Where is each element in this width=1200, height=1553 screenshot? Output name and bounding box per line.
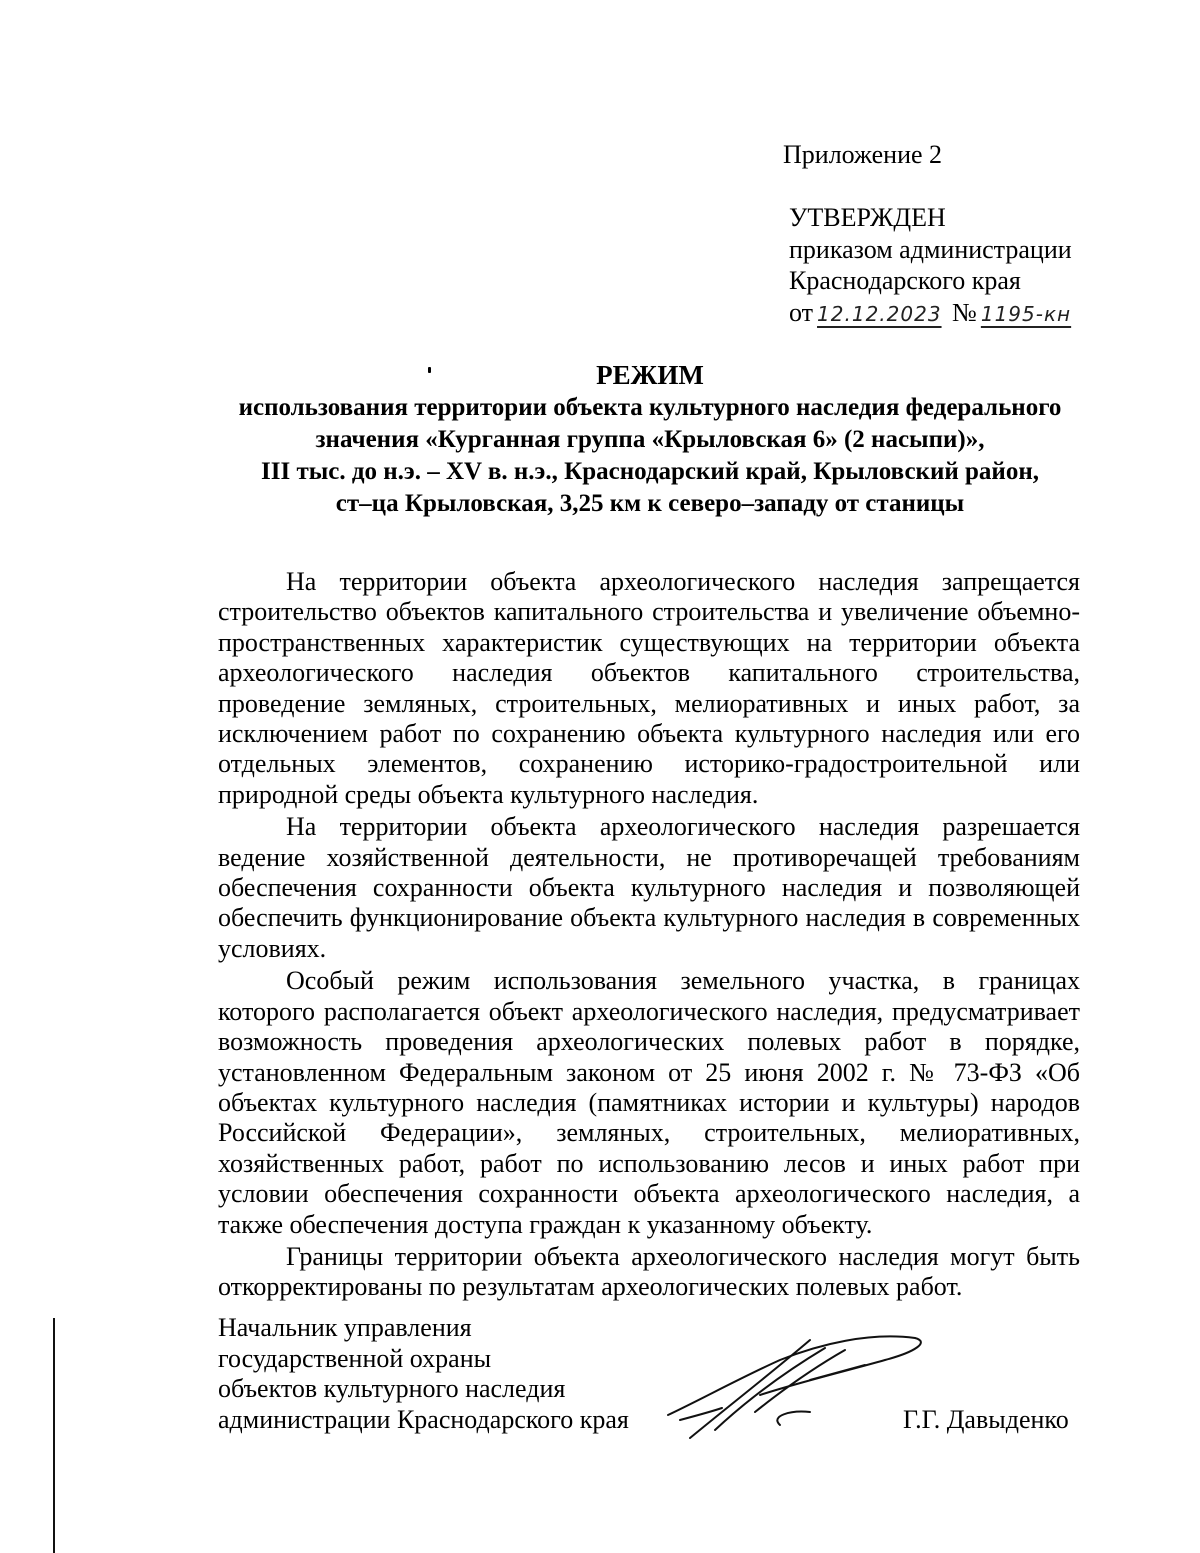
approved-label: УТВЕРЖДЕН (789, 203, 946, 232)
signer-line-1: Начальник управления (218, 1313, 472, 1342)
handwritten-signature (660, 1320, 930, 1445)
signer-line-3: объектов культурного наследия (218, 1374, 566, 1403)
signer-name: Г.Г. Давыденко (903, 1405, 1069, 1434)
title-line-2: значения «Курганная группа «Крыловская 6» (2 насыпи)», (315, 426, 985, 453)
scan-edge-line (53, 1318, 55, 1553)
approved-line-1: приказом администрации (789, 234, 1072, 264)
paragraph: Особый режим использования земельного участка, в границах которого располагается объект археологического наследия, предусматривает возможность проведения археологических полевых работ в порядке, установленном Федеральным законом от 25 июня 2002 г. № 73-ФЗ «Об объектах культурного наследия (памятниках истории и культуры) народов Российской Федерации», земляных, строительных, мелиоративных, хозяйственных работ, работ по использованию лесов и иных работ при условии обеспечения сохранности объекта археологического наследия, а также обеспечения доступа граждан к указанному объекту. (218, 966, 1080, 1239)
handwritten-number: 1195-кн (980, 301, 1072, 326)
date-prefix: от (789, 297, 814, 327)
number-prefix: № (952, 297, 977, 327)
signer-line-2: государственной охраны (218, 1343, 492, 1373)
document-body (218, 567, 1080, 1305)
paragraph: На территории объекта археологического наследия разрешается ведение хозяйственной деятельности, не противоречащей требованиям обеспечения сохранности объекта культурного наследия и позволяющей обеспечить функционирование объекта культурного наследия в современных условиях. (218, 812, 1080, 963)
handwritten-date: 12.12.2023 (817, 301, 942, 326)
approval-block (789, 202, 1075, 330)
document-title (150, 358, 1150, 520)
title-line-4: ст–ца Крыловская, 3,25 км к северо–западу от станицы (335, 490, 965, 517)
title-main: РЕЖИМ (596, 360, 704, 390)
title-line-1: использования территории объекта культурного наследия федерального (238, 394, 1062, 421)
paragraph: На территории объекта археологического наследия запрещается строительство объектов капитального строительства и увеличение объемно-пространственных характеристик существующих на территории объекта археологического наследия объектов капитального строительства, проведение земляных, строительных, мелиоративных и иных работ, за исключением работ по сохранению объекта культурного наследия или его отдельных элементов, сохранению историко-градостроительной или природной среды объекта культурного наследия. (218, 567, 1080, 809)
signer-position (218, 1313, 629, 1435)
appendix-label: Приложение 2 (783, 140, 943, 169)
paragraph: Границы территории объекта археологического наследия могут быть откорректированы по результатам археологических полевых работ. (218, 1241, 1080, 1302)
approval-date-line (789, 297, 1075, 331)
signer-line-4: администрации Краснодарского края (218, 1404, 629, 1434)
title-line-3: III тыс. до н.э. – XV в. н.э., Краснодарский край, Крыловский район, (261, 458, 1039, 485)
approved-line-2: Краснодарского края (789, 266, 1021, 295)
